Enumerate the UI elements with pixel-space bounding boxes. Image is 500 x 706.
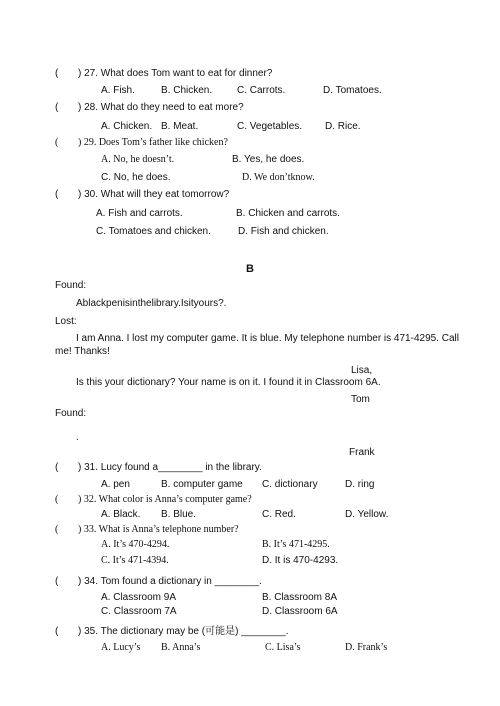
q28-question: ) 28. What do they need to eat more? — [78, 102, 244, 113]
q34-option-a: A. Classroom 9A — [101, 592, 177, 603]
section-b-heading: B — [246, 263, 254, 275]
q31-paren: ( — [55, 462, 59, 473]
found-text-2: . — [76, 432, 79, 443]
q28-option-a: A. Chicken. — [101, 121, 153, 132]
q32-option-c: C. Red. — [262, 509, 296, 520]
frank-signature: Frank — [349, 447, 375, 458]
q34-option-d: D. Classroom 6A — [262, 606, 338, 617]
tom-signature: Tom — [351, 394, 370, 405]
q35-option-c: C. Lisa’s — [265, 642, 301, 653]
q27-paren: ( — [55, 68, 59, 79]
q33-question: ) 33. What is Anna’s telephone number? — [78, 524, 239, 535]
q28-option-c: C. Vegetables. — [237, 121, 303, 132]
found-label-1: Found: — [55, 280, 87, 291]
q35-question: ) 35. The dictionary may be (可能是) ________. — [78, 626, 289, 637]
q30-option-b: B. Chicken and carrots. — [236, 208, 340, 219]
lost-label: Lost: — [55, 316, 77, 327]
q28-paren: ( — [55, 102, 59, 113]
q35-option-d: D. Frank’s — [345, 642, 388, 653]
q29-option-b: B. Yes, he does. — [232, 154, 305, 165]
lisa-signature: Lisa, — [351, 365, 373, 376]
q28-option-d: D. Rice. — [325, 121, 361, 132]
q35-option-b: B. Anna’s — [161, 642, 201, 653]
found-text-1: Ablackpenisinthelibrary.Isityours?. — [76, 298, 227, 309]
lost-text-line2: me! Thanks! — [55, 346, 110, 357]
q32-question: ) 32. What color is Anna’s computer game? — [78, 494, 252, 505]
q27-option-b: B. Chicken. — [161, 85, 213, 96]
q30-option-d: D. Fish and chicken. — [238, 226, 329, 237]
q32-paren: ( — [55, 494, 59, 505]
q30-paren: ( — [55, 189, 59, 200]
q32-option-a: A. Black. — [101, 509, 141, 520]
q31-option-a: A. pen — [101, 479, 130, 490]
q33-option-c: C. It’s 471-4394. — [101, 555, 169, 566]
q31-question: ) 31. Lucy found a________ in the library. — [78, 462, 262, 473]
dictionary-notice: Is this your dictionary? Your name is on it. I found it in Classroom 6A. — [76, 377, 381, 388]
q29-option-d: D. We don’tknow. — [242, 172, 315, 183]
q33-option-a: A. It’s 470-4294. — [101, 539, 170, 550]
q27-option-a: A. Fish. — [101, 85, 135, 96]
q32-option-d: D. Yellow. — [345, 509, 389, 520]
found-label-2: Found: — [55, 408, 87, 419]
q31-option-c: C. dictionary — [262, 479, 318, 490]
q30-option-c: C. Tomatoes and chicken. — [96, 226, 211, 237]
q34-question: ) 34. Tom found a dictionary in ________. — [78, 576, 262, 587]
q27-option-c: C. Carrots. — [237, 85, 286, 96]
q34-paren: ( — [55, 576, 59, 587]
q31-option-d: D. ring — [345, 479, 375, 490]
q33-option-d: D. It is 470-4293. — [262, 555, 339, 566]
q27-question: ) 27. What does Tom want to eat for dinner? — [78, 68, 273, 79]
q30-question: ) 30. What will they eat tomorrow? — [78, 189, 230, 200]
q35-option-a: A. Lucy’s — [101, 642, 141, 653]
q33-paren: ( — [55, 524, 59, 535]
q29-option-a: A. No, he doesn’t. — [101, 154, 175, 165]
q29-paren: ( — [55, 137, 59, 148]
q29-question: ) 29. Does Tom’s father like chicken? — [78, 137, 228, 148]
q29-option-c: C. No, he does. — [101, 172, 171, 183]
q27-option-d: D. Tomatoes. — [323, 85, 382, 96]
q28-option-b: B. Meat. — [161, 121, 199, 132]
q32-option-b: B. Blue. — [161, 509, 197, 520]
lost-text-line1: I am Anna. I lost my computer game. It is blue. My telephone number is 471-4295. Call — [76, 333, 459, 344]
q30-option-a: A. Fish and carrots. — [96, 208, 183, 219]
q33-option-b: B. It’s 471-4295. — [262, 539, 330, 550]
q31-option-b: B. computer game — [161, 479, 243, 490]
q34-option-b: B. Classroom 8A — [262, 592, 338, 603]
q35-paren: ( — [55, 626, 59, 637]
q34-option-c: C. Classroom 7A — [101, 606, 177, 617]
